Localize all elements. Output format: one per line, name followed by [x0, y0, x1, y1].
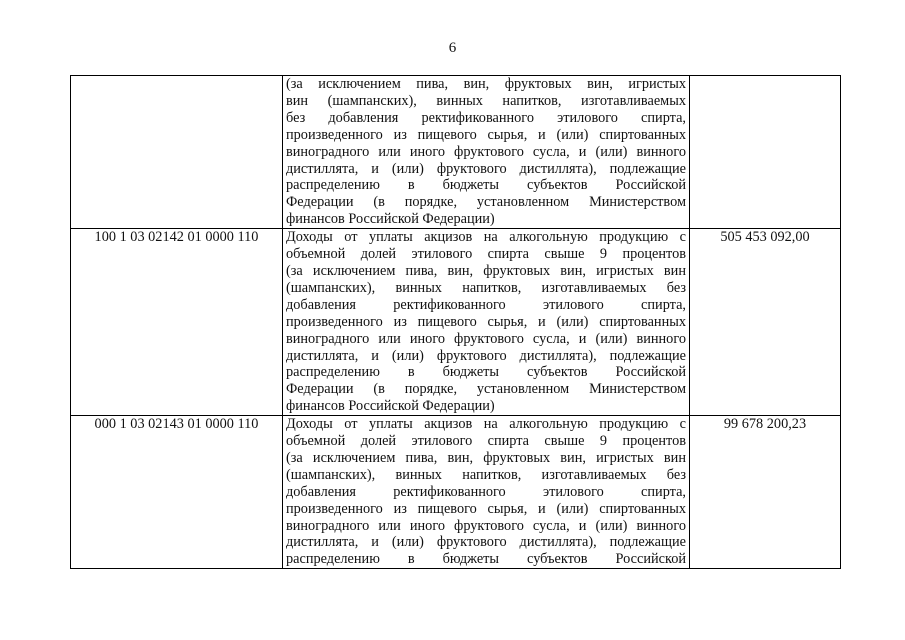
amount-cell: 505 453 092,00: [690, 229, 841, 416]
description-line: виноградного или иного фруктового сусла, и (или) винного: [286, 330, 686, 347]
description-line: виноградного или иного фруктового сусла, и (или) винного: [286, 517, 686, 534]
description-line: распределению в бюджеты субъектов Российской: [286, 551, 686, 568]
description-line: Доходы от уплаты акцизов на алкогольную продукцию с: [286, 229, 686, 246]
description-line: объемной долей этилового спирта свыше 9 процентов: [286, 433, 686, 450]
revenue-code-cell: [71, 76, 283, 229]
revenue-description-cell: [283, 416, 690, 569]
description-line: распределению в бюджеты субъектов Российской: [286, 364, 686, 381]
description-line: Федерации (в порядке, установленном Министерством: [286, 194, 686, 211]
description-line: распределению в бюджеты субъектов Российской: [286, 177, 686, 194]
table-row: [71, 76, 841, 229]
revenue-code-cell: 000 1 03 02143 01 0000 110: [71, 416, 283, 569]
revenue-description-cell: [283, 229, 690, 416]
description-line: дистиллята, и (или) фруктового дистиллята), подлежащие: [286, 347, 686, 364]
description-line: добавления ректификованного этилового спирта,: [286, 296, 686, 313]
description-line: добавления ректификованного этилового спирта,: [286, 483, 686, 500]
description-line: вин (шампанских), винных напитков, изготавливаемых: [286, 92, 686, 109]
description-line: (за исключением пива, вин, фруктовых вин, игристых: [286, 76, 686, 92]
description-line: финансов Российской Федерации): [286, 211, 495, 228]
table-row: [71, 416, 841, 569]
page-number: 6: [448, 40, 457, 56]
description-line: без добавления ректификованного этилового спирта,: [286, 109, 686, 126]
description-line: объемной долей этилового спирта свыше 9 процентов: [286, 246, 686, 263]
description-line: (шампанских), винных напитков, изготавливаемых без: [286, 466, 686, 483]
description-line: (шампанских), винных напитков, изготавливаемых без: [286, 279, 686, 296]
description-line: дистиллята, и (или) фруктового дистиллята), подлежащие: [286, 534, 686, 551]
description-line: дистиллята, и (или) фруктового дистиллята), подлежащие: [286, 160, 686, 177]
revenue-code-cell: 100 1 03 02142 01 0000 110: [71, 229, 283, 416]
description-line: произведенного из пищевого сырья, и (или) спиртованных: [286, 313, 686, 330]
description-line: произведенного из пищевого сырья, и (или) спиртованных: [286, 500, 686, 517]
description-line: произведенного из пищевого сырья, и (или) спиртованных: [286, 126, 686, 143]
description-line: (за исключением пива, вин, фруктовых вин, игристых вин: [286, 449, 686, 466]
description-line: финансов Российской Федерации): [286, 398, 495, 415]
description-line: (за исключением пива, вин, фруктовых вин, игристых вин: [286, 262, 686, 279]
amount-cell: 99 678 200,23: [690, 416, 841, 569]
table-row: [71, 229, 841, 416]
amount-cell: [690, 76, 841, 229]
description-line: Доходы от уплаты акцизов на алкогольную продукцию с: [286, 416, 686, 433]
revenue-table: [70, 75, 841, 569]
description-line: виноградного или иного фруктового сусла, и (или) винного: [286, 143, 686, 160]
revenue-description-cell: [283, 76, 690, 229]
description-line: Федерации (в порядке, установленном Министерством: [286, 381, 686, 398]
